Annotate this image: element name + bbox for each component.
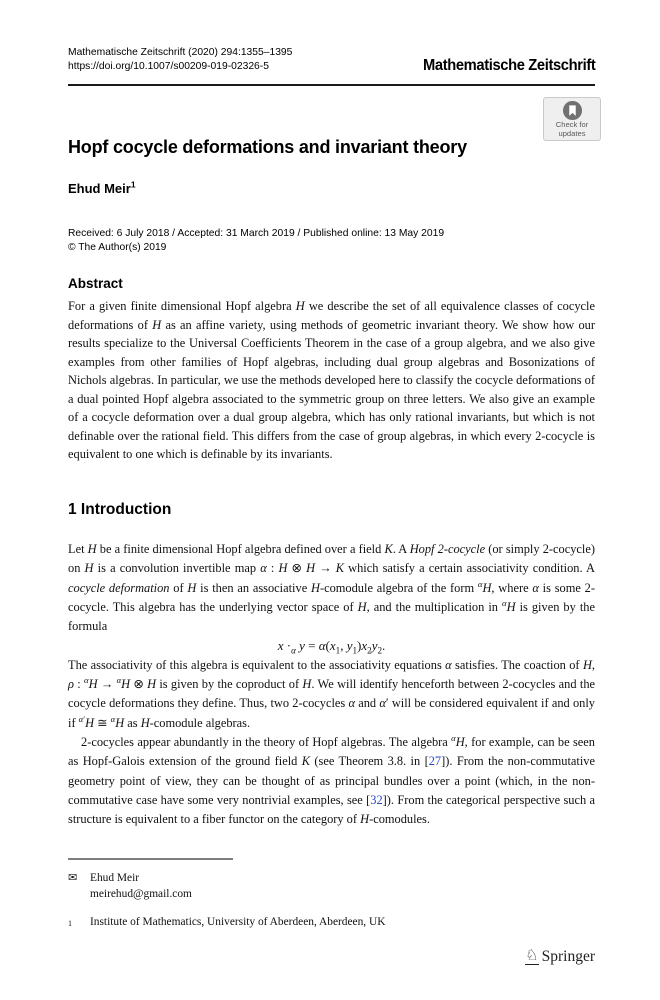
- affiliation-note: [68, 915, 595, 932]
- footnotes: [68, 871, 595, 932]
- section-heading-introduction: 1 Introduction: [68, 501, 172, 518]
- intro-paragraph-1: Let H be a finite dimensional Hopf algebra defined over a field K. A Hopf 2-cocycle (or simply 2-cocycle) on H is a convolution invertible map α : H ⊗ H → K which satisfy a certain associativity condition. A cocycle deformation of H is then an associative H-comodule algebra of the form $^\alpha$H, where α is some 2-cocycle. This algebra has the underlying vector space of H, and the multiplication in $^\alpha$H is given by the formula: [68, 542, 596, 634]
- check-for-updates-label: Check for updates: [555, 120, 589, 138]
- header-meta: [68, 46, 292, 74]
- copyright-line: © The Author(s) 2019: [68, 241, 167, 253]
- publisher-name: Springer: [541, 948, 595, 965]
- corresponding-author-email[interactable]: meirehud@gmail.com: [90, 887, 192, 900]
- corresponding-author-name: Ehud Meir: [90, 872, 140, 884]
- author-affiliation-mark: 1: [130, 179, 136, 190]
- intro-paragraph-2: The associativity of this algebra is equivalent to the associativity equations α satisfies. The coaction of H, ρ : $^\alpha$H → $^\alpha$H ⊗ H is given by the coproduct of H. We will identify henceforth between 2-cocycles and the cocycle deformations they define. Thus, two 2-cocycles α and α′ will be considered equivalent if and only if $^{\alpha'}$H ≅ $^\alpha$H as H-comodule algebras.: [68, 657, 596, 730]
- header-divider: [68, 84, 595, 86]
- introduction-text: [68, 540, 595, 829]
- intro-paragraph-3: 2-cocycles appear abundantly in the theory of Hopf algebras. The algebra $^\alpha$H, for example, can be seen as Hopf-Galois extension of the ground field K (see Theorem 3.8. in [27]). From the non-commutative geometry point of view, they can be thought of as principal bundles over a point (which, in the non-commutative case have some very nontrivial examples, see [32]). From the categorical perspective such a structure is equivalent to a fiber functor on the category of H-comodules.: [68, 732, 596, 827]
- journal-name: Mathematische Zeitschrift: [422, 57, 595, 74]
- multiplication-formula: $x \cdot_\alpha$ $y = \alpha(x_1$, $y_1)x_2y_2$.: [277, 638, 386, 657]
- article-history: [68, 227, 595, 254]
- journal-citation: Mathematische Zeitschrift (2020) 294:1355–1395: [68, 47, 293, 58]
- envelope-icon: ✉: [68, 872, 78, 884]
- affiliation-text: Institute of Mathematics, University of Aberdeen, Aberdeen, UK: [90, 916, 386, 928]
- check-for-updates-button[interactable]: [543, 97, 601, 141]
- abstract-text: For a given finite dimensional Hopf algebra H we describe the set of all equivalence classes of cocycle deformations of H as an affine variety, using methods of geometric invariant theory. We show how our results specialize to the Universal Coefficients Theorem in the case of a group algebra, and we also give examples from other families of Hopf algebras, including dual group algebras and Bosonizations of Nichols algebras. In particular, we use the methods developed here to classify the cocycle deformations of a dual pointed Hopf algebra associated to the symmetric group on three letters. We also give an example of a cocycle deformation over a dual group algebra, which has only rational invariants, but which is not definable over the rational field. This differs from the case of group algebras, in which every 2-cocycle is equivalent to one which is definable by its invariants.: [68, 299, 595, 462]
- abstract-heading: Abstract: [68, 276, 123, 291]
- springer-logo: [525, 948, 595, 966]
- citation-link-27[interactable]: 27: [428, 754, 442, 769]
- affiliation-number: 1: [68, 919, 72, 928]
- springer-knight-icon: ♘: [525, 948, 539, 964]
- bookmark-icon: [562, 100, 583, 121]
- page-title: Hopf cocycle deformations and invariant theory: [68, 137, 467, 157]
- author-name: Ehud Meir$^1$: [68, 179, 136, 196]
- received-accepted-published: Received: 6 July 2018 / Accepted: 31 March 2019 / Published online: 13 May 2019: [68, 228, 445, 239]
- corresponding-author-note: [68, 871, 595, 902]
- doi-link[interactable]: https://doi.org/10.1007/s00209-019-02326-5: [68, 61, 269, 72]
- footnote-divider: [68, 858, 233, 860]
- citation-link-32[interactable]: 32: [370, 792, 383, 807]
